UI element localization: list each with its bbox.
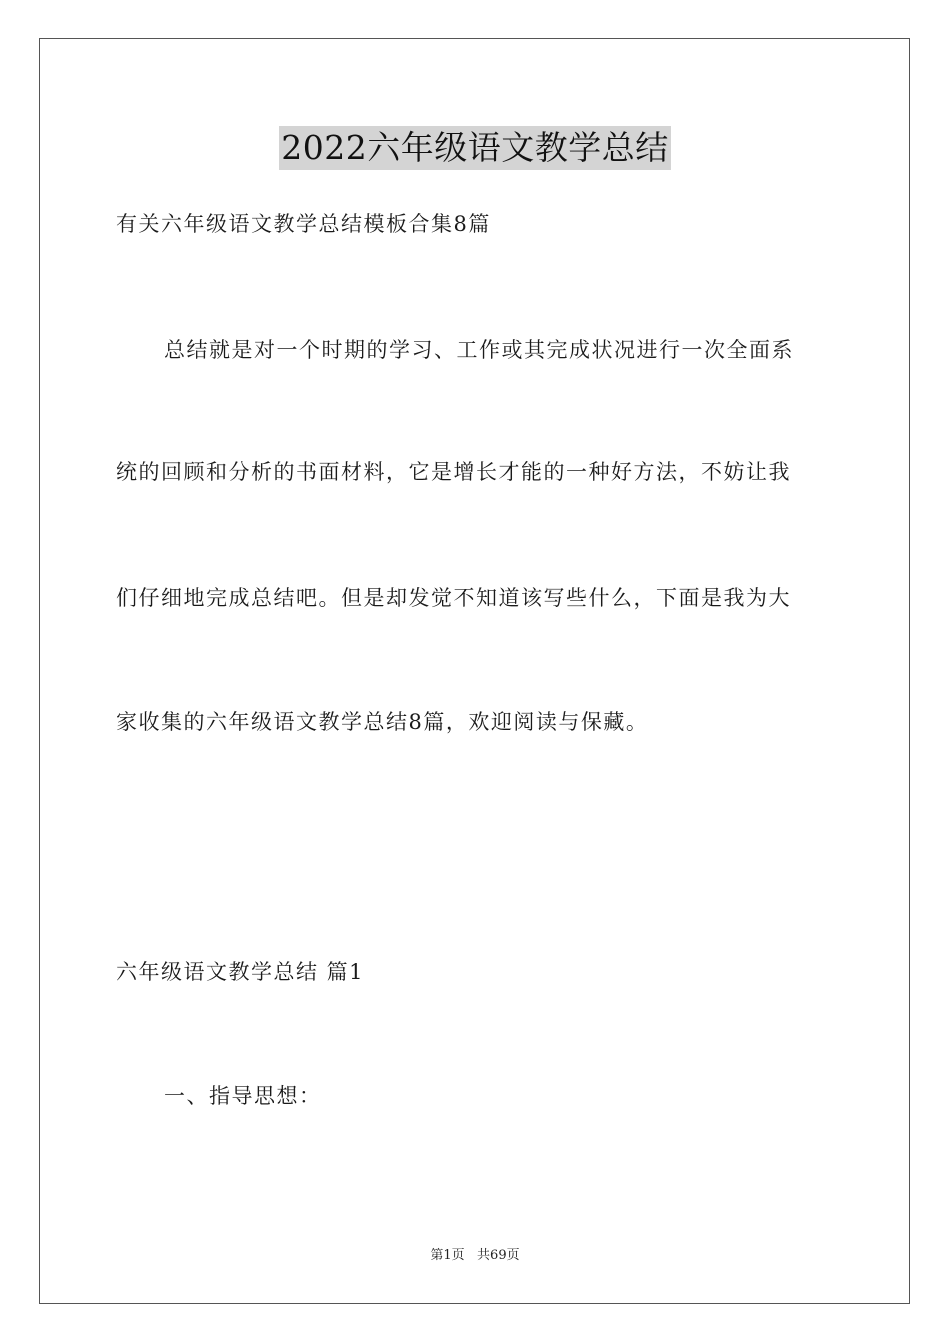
section-heading: 六年级语文教学总结 篇1 — [116, 960, 365, 984]
sub-heading: 一、指导思想： — [164, 1084, 322, 1108]
document-title: 2022六年级语文教学总结 — [279, 126, 670, 170]
page-footer: 第1页 共69页 — [430, 1248, 520, 1263]
intro-line-2: 统的回顾和分析的书面材料，它是增长才能的一种好方法，不妨让我 — [116, 460, 791, 484]
intro-line-3: 们仔细地完成总结吧。但是却发觉不知道该写些什么，下面是我为大 — [116, 586, 791, 610]
document-subtitle: 有关六年级语文教学总结模板合集8篇 — [116, 212, 491, 236]
intro-line-4: 家收集的六年级语文教学总结8篇，欢迎阅读与保藏。 — [116, 710, 649, 734]
intro-line-1: 总结就是对一个时期的学习、工作或其完成状况进行一次全面系 — [164, 338, 794, 362]
title-container — [0, 126, 950, 170]
